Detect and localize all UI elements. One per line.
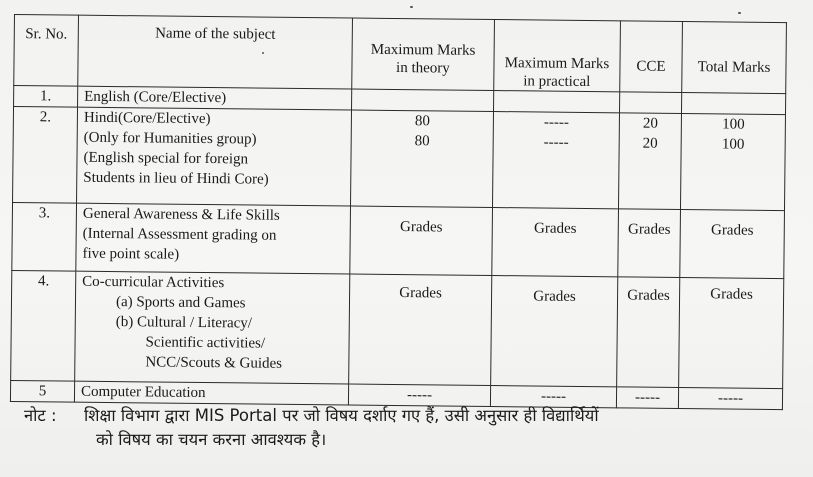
- table-header-row: [14, 15, 787, 94]
- cell-subject: English (Core/Elective): [78, 86, 352, 110]
- cell-subject: Computer Education: [74, 381, 348, 405]
- cell-theory: -----: [348, 384, 490, 406]
- header-max-practical: Maximum Marks in practical: [494, 20, 621, 92]
- cell-cce: Grades: [617, 277, 680, 388]
- cell-sr: 1.: [14, 86, 78, 108]
- header-subject: Name of the subject: [78, 15, 353, 89]
- cell-total: 100 100: [680, 113, 785, 210]
- cell-practical: ----- -----: [492, 112, 619, 209]
- cell-total: Grades: [679, 277, 784, 388]
- cell-sr: 4.: [11, 270, 76, 381]
- cell-subject: Hindi(Core/Elective) (Only for Humanities group) (English special for foreign Students in lieu of Hindi Core): [77, 107, 352, 206]
- cell-cce: [619, 92, 681, 114]
- cell-sr: 5: [10, 380, 74, 402]
- cell-cce: 20 20: [618, 113, 681, 210]
- cell-subject: Co-curricular Activities (a) Sports and Games (b) Cultural / Literacy/ Scientific activities/ NCC/Scouts & Guides: [75, 271, 350, 384]
- cell-cce: Grades: [618, 209, 681, 278]
- cell-total: -----: [678, 387, 782, 409]
- header-total: Total Marks: [682, 22, 787, 94]
- header-sr-no: Sr. No.: [14, 15, 79, 87]
- cell-theory: Grades: [350, 206, 493, 275]
- cell-total: [681, 92, 785, 114]
- cell-sr: 3.: [12, 202, 77, 271]
- note-line-2: को विषय का चयन करना आवश्यक है।: [96, 430, 327, 449]
- cell-theory: [352, 89, 494, 111]
- cell-cce: -----: [616, 387, 678, 409]
- cell-practical: [494, 91, 620, 113]
- table-row: [13, 107, 786, 211]
- header-max-theory: Maximum Marks in theory: [352, 18, 495, 90]
- scan-speck: [738, 12, 741, 14]
- note-label: नोट :: [24, 406, 57, 425]
- note-line-1: शिक्षा विभाग द्वारा MIS Portal पर जो विषय दर्शाए गए हैं, उसी अनुसार ही विद्यार्थियों: [84, 406, 599, 425]
- cell-practical: Grades: [491, 276, 618, 387]
- scan-speck: [410, 6, 413, 8]
- cell-total: Grades: [680, 209, 785, 278]
- table-row: [12, 202, 785, 278]
- cell-practical: -----: [490, 386, 616, 408]
- header-cce: CCE: [620, 21, 683, 93]
- hindi-note: [24, 404, 784, 452]
- cell-sr: 2.: [13, 107, 78, 204]
- table-row: [11, 270, 784, 388]
- subjects-marks-table: [10, 14, 787, 410]
- cell-theory: 80 80: [351, 110, 494, 207]
- cell-subject: General Awareness & Life Skills (Internal Assessment grading on five point scale): [76, 203, 351, 274]
- cell-practical: Grades: [492, 208, 619, 277]
- cell-theory: Grades: [349, 274, 492, 385]
